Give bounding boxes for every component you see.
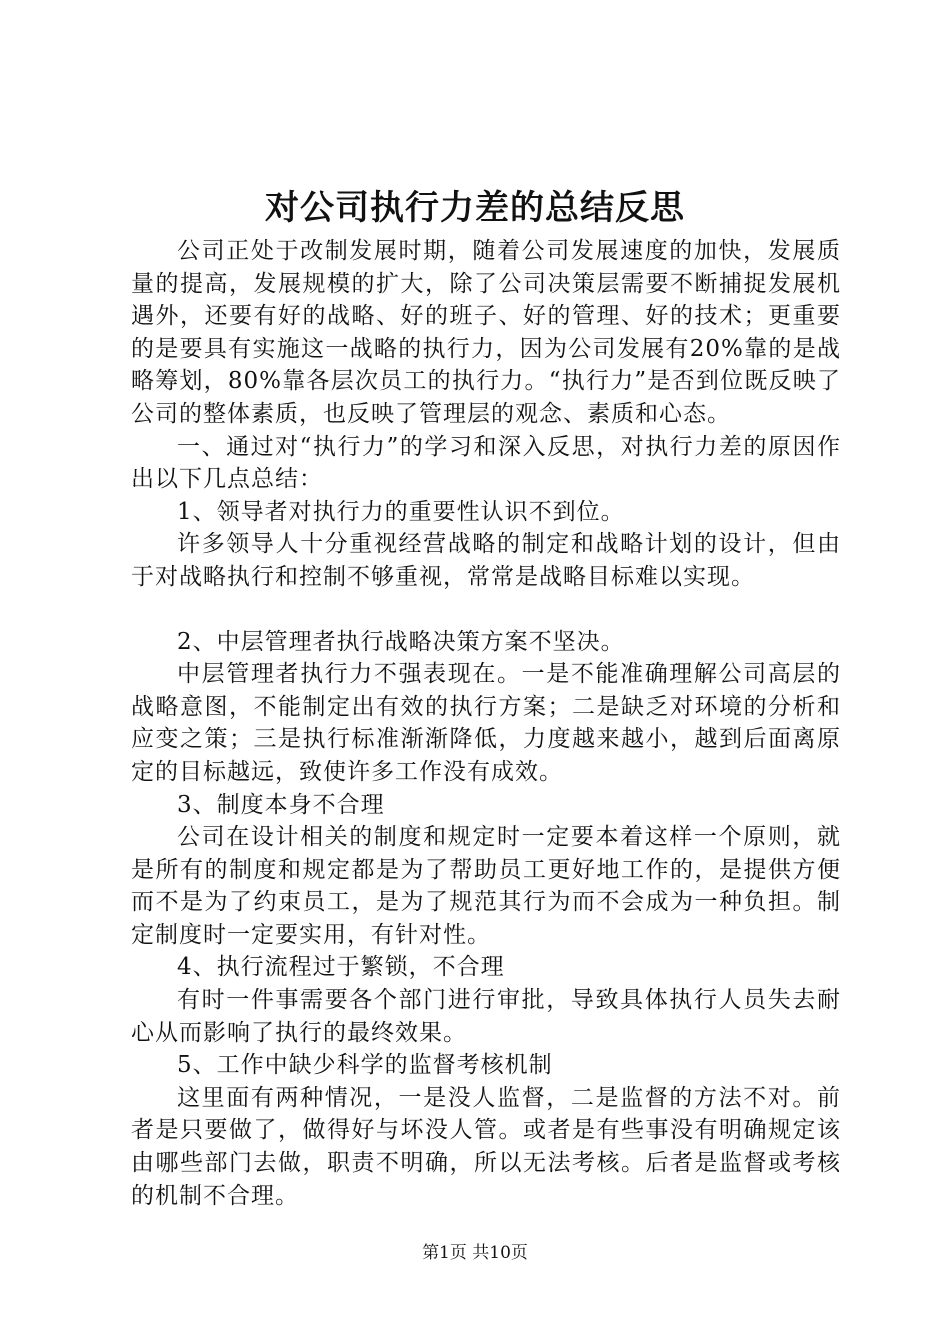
section-1-heading: 一、通过对“执行力”的学习和深入反思，对执行力差的原因作出以下几点总结： bbox=[131, 433, 841, 493]
item-1-body: 许多领导人十分重视经营战略的制定和战略计划的设计，但由于对战略执行和控制不够重视，常常是战略目标难以实现。 bbox=[131, 531, 841, 590]
item-4-body: 有时一件事需要各个部门进行审批，导致具体执行人员失去耐心从而影响了执行的最终效果。 bbox=[131, 987, 841, 1046]
item-3-body: 公司在设计相关的制度和规定时一定要本着这样一个原则，就是所有的制度和规定都是为了帮助员工更好地工作的，是提供方便而不是为了约束员工，是为了规范其行为而不会成为一种负担。制定制度时一定要实用，有针对性。 bbox=[131, 824, 841, 948]
document-body bbox=[131, 235, 841, 1212]
item-5-body: 这里面有两种情况，一是没人监督，二是监督的方法不对。前者是只要做了，做得好与坏没人管。或者是有些事没有明确规定该由哪些部门去做，职责不明确，所以无法考核。后者是监督或考核的机制不合理。 bbox=[131, 1084, 841, 1209]
item-5-heading: 5、工作中缺少科学的监督考核机制 bbox=[177, 1052, 553, 1079]
item-2-heading: 2、中层管理者执行战略决策方案不坚决。 bbox=[177, 628, 625, 655]
item-3-heading: 3、制度本身不合理 bbox=[177, 791, 385, 818]
intro-paragraph: 公司正处于改制发展时期，随着公司发展速度的加快，发展质量的提高，发展规模的扩大，除了公司决策层需要不断捕捉发展机遇外，还要有好的战略、好的班子、好的管理、好的技术；更重要的是要具有实施这一战略的执行力，因为公司发展有20%靠的是战略筹划，80%靠各层次员工的执行力。“执行力”是否到位既反映了公司的整体素质，也反映了管理层的观念、素质和心态。 bbox=[131, 238, 841, 427]
item-2-body: 中层管理者执行力不强表现在。一是不能准确理解公司高层的战略意图，不能制定出有效的执行方案；二是缺乏对环境的分析和应变之策；三是执行标准渐渐降低，力度越来越小，越到后面离原定的目标越远，致使许多工作没有成效。 bbox=[131, 661, 841, 785]
document-title: 对公司执行力差的总结反思 bbox=[265, 188, 685, 228]
item-4-heading: 4、执行流程过于繁锁，不合理 bbox=[177, 954, 505, 981]
page-footer: 第1页 共10页 bbox=[422, 1243, 528, 1263]
item-1-heading: 1、领导者对执行力的重要性认识不到位。 bbox=[177, 498, 625, 525]
